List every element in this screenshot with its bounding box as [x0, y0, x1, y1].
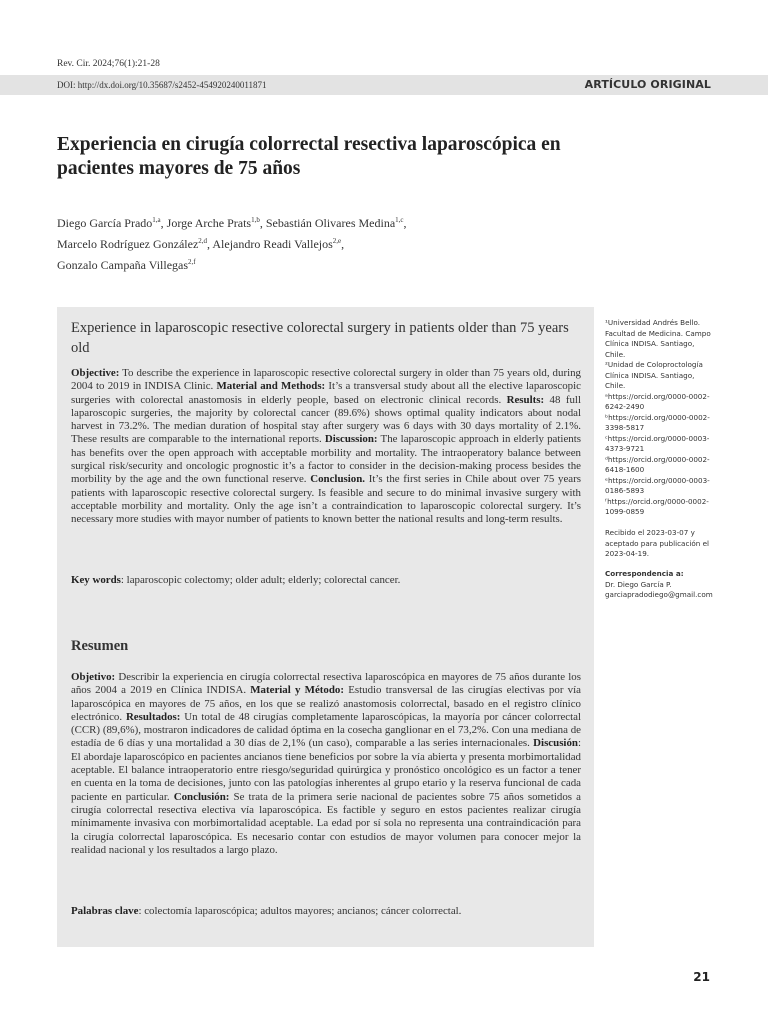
text-palabras-clave: : colectomía laparoscópica; adultos mayores; ancianos; cáncer colorrectal.: [138, 905, 462, 917]
english-abstract: [71, 367, 581, 527]
text-objective: To describe the experience in laparoscopic resective colorectal surgery in older than 75 years old, during 2004 to 2019 in INDISA Clinic.: [71, 367, 581, 393]
english-keywords: [71, 574, 581, 587]
affiliation-1: ¹Universidad Andrés Bello. Facultad de Medicina. Campo Clínica INDISA. Santiago, Chile.: [605, 318, 711, 359]
text-resultados: Un total de 48 cirugías completamente laparoscópicas, la mayoría por cáncer colorrectal (CCR) (89,6%), mostraron indicadores de calidad óptima en la cosecha ganglionar en el 73,2%. Con una mediana de estadía de 6 días y una mortalidad a 30 días de 2,1% (un caso), comparable a las series internacionales.: [71, 710, 582, 750]
spanish-abstract: [71, 671, 581, 857]
text-methods: It’s a transversal study about all the elective laparoscopic surgeries with colorectal anastomosis in elderly people, based on electronic clinical records.: [71, 380, 581, 406]
affiliations: [605, 318, 713, 518]
author-affiliation-mark: 1,c: [395, 216, 404, 224]
label-keywords: Key words: [71, 574, 121, 586]
article-title: Experiencia en cirugía colorrectal resectiva laparoscópica en pacientes mayores de 75 años: [57, 134, 561, 179]
author-name: Jorge Arche Prats: [166, 216, 252, 230]
author-name: Sebastián Olivares Medina: [265, 216, 396, 230]
correspondence-label: Correspondencia a:: [605, 569, 684, 578]
text-results: 48 full laparoscopic surgeries, the majority by colorectal cancer (89.6%) shows optimal quality indicators about nodal harvest in 73.2%. The median duration of hospital stay after surgery was 6 days with 30 days mortality of 2.1%. These results are comparable to the international reports.: [71, 393, 581, 446]
author-affiliation-mark: 1,b: [251, 216, 260, 224]
label-objetivo: Objetivo:: [71, 671, 116, 683]
author-name: Diego García Prado: [57, 216, 153, 230]
label-conclusion: Conclusion.: [310, 473, 365, 486]
journal-reference: Rev. Cir. 2024;76(1):21-28: [57, 59, 160, 69]
doi-link[interactable]: DOI: http://dx.doi.org/10.35687/s2452-454920240011871: [57, 80, 267, 90]
author-name: Gonzalo Campaña Villegas: [57, 258, 189, 272]
text-conclusion: It’s the first series in Chile about over 75 years patients with laparoscopic resective colorectal surgery. Is feasible and secure to do minimal invasive surgery with acceptable morbility and mortality. Only the age isn’t a contraindication to laparoscopic colorectal surgery. It’s necessary more studies with mayor number of patients to known better the national results and long-term results.: [71, 473, 581, 526]
author-affiliation-mark: 1,a: [152, 216, 161, 224]
label-objective: Objective:: [71, 367, 120, 379]
english-title: Experience in laparoscopic resective colorectal surgery in patients older than 75 years old: [71, 320, 569, 356]
author-name: Alejandro Readi Vallejos: [212, 237, 333, 251]
text-keywords: : laparoscopic colectomy; older adult; elderly; colorectal cancer.: [120, 574, 401, 586]
author-affiliation-mark: 2,f: [188, 258, 196, 266]
received-accepted-dates: Recibido el 2023-03-07 y aceptado para publicación el 2023-04-19.: [605, 528, 710, 558]
author-affiliation-mark: 2,d: [198, 237, 208, 245]
text-metodo: Estudio transversal de las cirugías electivas por vía laparoscópica en mayores de 75 años, en los que se realizó anastomosis colorrectal, basado en el registro clínico electrónico.: [71, 684, 581, 723]
author-affiliation-mark: 2,e: [332, 237, 342, 245]
correspondence: [605, 569, 713, 601]
label-discussion: Discussion:: [324, 433, 378, 446]
label-discusion: Discusión: [533, 737, 578, 750]
text-discussion: The laparoscopic approach in elderly patients has benefits over the open approach with acceptable morbility and mortality. The intraoperatory balance between surgical risk/security and oncologic prognostic it’s a factor to consider in the decision-making process besides the morbility by the age and the own functional reserve.: [71, 433, 581, 486]
label-conclusion-es: Conclusión:: [173, 790, 230, 803]
affiliation-2: ²Unidad de Coloproctología Clínica INDISA. Santiago, Chile.: [605, 360, 703, 390]
orcid-link[interactable]: ᵇhttps://orcid.org/0000-0002-3398-5817: [605, 412, 710, 432]
orcid-link[interactable]: ᵃhttps://orcid.org/0000-0002-6242-2490: [605, 391, 710, 411]
resumen-heading: Resumen: [71, 638, 129, 654]
spanish-keywords: [71, 905, 581, 918]
correspondence-email[interactable]: garciapradodiego@gmail.com: [605, 590, 713, 599]
label-resultados: Resultados:: [125, 710, 181, 723]
orcid-link[interactable]: ᶜhttps://orcid.org/0000-0003-4373-9721: [605, 433, 710, 453]
section-label: ARTÍCULO ORIGINAL: [584, 78, 711, 91]
author-name: Marcelo Rodríguez González: [57, 237, 199, 251]
text-objetivo: Describir la experiencia en cirugía colorrectal resectiva laparoscópica en mayores de 75 años durante los años 2004 a 2019 en Clínica INDISA.: [71, 671, 581, 697]
label-metodo: Material y Método:: [250, 684, 344, 697]
label-palabras-clave: Palabras clave: [71, 905, 139, 917]
correspondence-name: Dr. Diego García P.: [605, 579, 672, 589]
text-discusion: : El abordaje laparoscópico en pacientes ancianos tiene beneficios por sobre la vía abierta y presenta morbimortalidad aceptable. El balance intraoperatorio entre riesgo/seguridad quirúrgica y pronóstico oncológico es un factor a tener en cuenta en la toma de decisiones, junto con las patologías inherentes al grupo etario y la reserva funcional de cada paciente en particular.: [71, 737, 581, 803]
orcid-link[interactable]: ᶠhttps://orcid.org/0000-0002-1099-0859: [605, 496, 709, 516]
page-number: 21: [693, 970, 710, 984]
label-results: Results:: [506, 393, 545, 406]
orcid-link[interactable]: ᵉhttps://orcid.org/0000-0003-0186-5893: [605, 475, 710, 495]
text-conclusion-es: Se trata de la primera serie nacional de pacientes sobre 75 años sometidos a cirugía colorrectal resectiva electiva vía laparoscópica. Es factible y seguro en estos pacientes realizar cirugía mínimamente invasiva con morbimortalidad aceptable. La edad por sí sola no representa una contraindicación para la cirugía colorrectal laparoscópica. Es necesario contar con estudios de mayor volumen para conocer mejor la realidad nacional y los resultados a largo plazo.: [71, 790, 581, 856]
author-list: Diego García Prado$^{1,a}$, Jorge Arche Prats$^{1,b}$, Sebastián Olivares Medina$^{1,c}$, Marcelo Rodríguez González$^{2,d}$, Alejandro Readi Vallejos$^{2,e}$, Gonzalo Campaña Villegas$^{2,f}$: [57, 216, 407, 272]
label-methods: Material and Methods:: [216, 380, 326, 393]
orcid-link[interactable]: ᵈhttps://orcid.org/0000-0002-6418-1600: [605, 454, 710, 474]
